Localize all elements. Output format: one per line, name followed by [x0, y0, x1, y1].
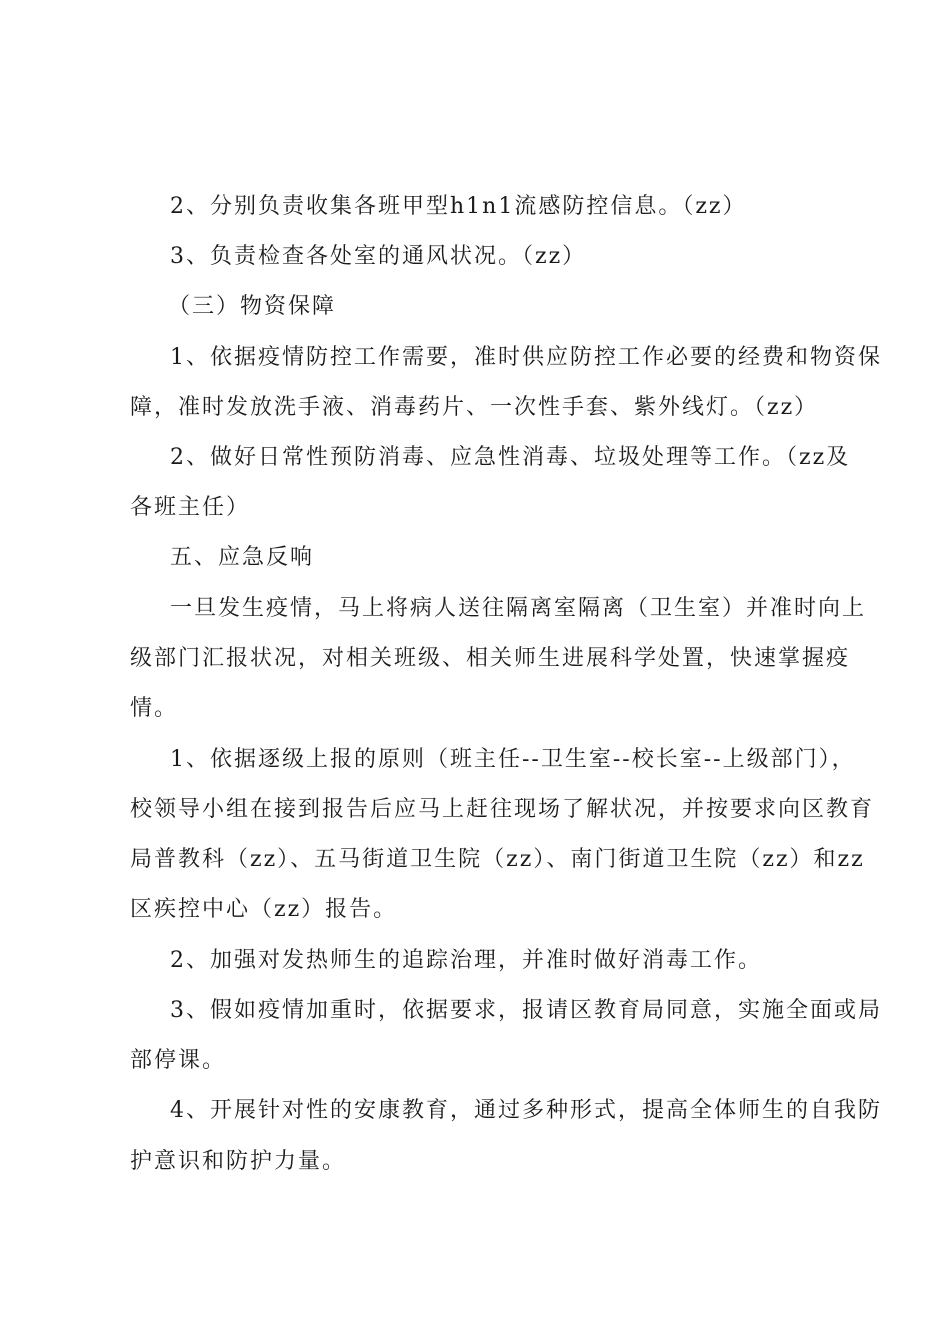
- paragraph-line: 部停课。: [130, 1048, 227, 1073]
- paragraph-line: 校领导小组在接到报告后应马上赶往现场了解状况，并按要求向区教育: [130, 797, 875, 822]
- paragraph-line: 2、加强对发热师生的追踪治理，并准时做好消毒工作。: [170, 948, 762, 973]
- paragraph-line: 2、做好日常性预防消毒、应急性消毒、垃圾处理等工作。（zz及: [170, 445, 851, 470]
- section-heading: （三）物资保障: [168, 294, 337, 319]
- paragraph-line: 一旦发生疫情，马上将病人送往隔离室隔离（卫生室）并准时向上: [170, 596, 867, 621]
- paragraph-line: 4、开展针对性的安康教育，通过多种形式，提高全体师生的自我防: [170, 1098, 882, 1123]
- paragraph-line: 各班主任）: [130, 495, 251, 520]
- paragraph-line: 1、依据逐级上报的原则（班主任--卫生室--校长室--上级部门），: [170, 747, 856, 772]
- paragraph-line: 3、负责检查各处室的通风状况。（zz）: [170, 244, 587, 269]
- paragraph-line: 护意识和防护力量。: [130, 1149, 347, 1174]
- section-heading: 五、应急反响: [170, 545, 315, 570]
- paragraph-line: 级部门汇报状况，对相关班级、相关师生进展科学处置，快速掌握疫: [130, 646, 851, 671]
- paragraph-line: 情。: [130, 696, 179, 721]
- paragraph-line: 1、依据疫情防控工作需要，准时供应防控工作必要的经费和物资保: [170, 345, 882, 370]
- paragraph-line: 局普教科（zz）、五马街道卫生院（zz）、南门街道卫生院（zz）和zz: [130, 847, 865, 872]
- paragraph-line: 区疾控中心（zz）报告。: [130, 897, 398, 922]
- paragraph-line: 障，准时发放洗手液、消毒药片、一次性手套、紫外线灯。（zz）: [130, 395, 819, 420]
- paragraph-line: 2、分别负责收集各班甲型h1n1流感防控信息。（zz）: [170, 194, 747, 219]
- paragraph-line: 3、假如疫情加重时，依据要求，报请区教育局同意，实施全面或局: [170, 998, 882, 1023]
